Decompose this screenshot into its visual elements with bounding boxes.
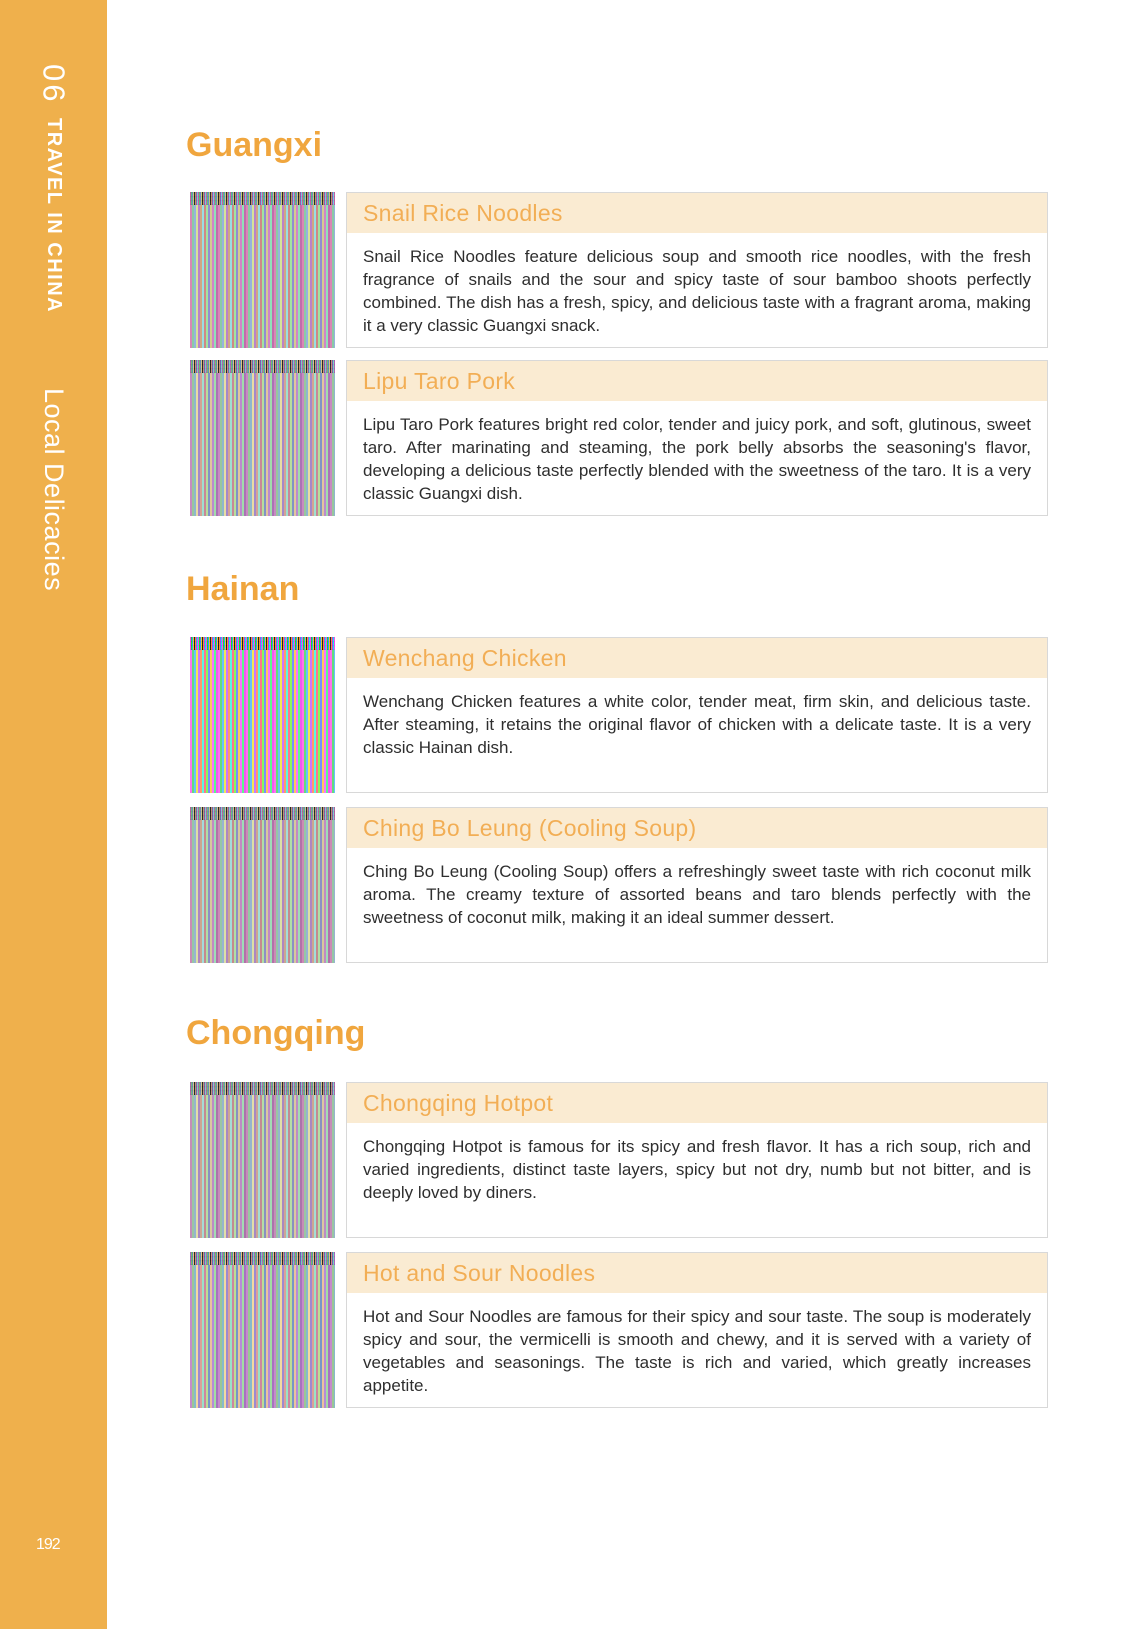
dish-title-bar bbox=[347, 361, 1047, 401]
dish-title: Wenchang Chicken bbox=[363, 644, 567, 671]
dish-description: Wenchang Chicken features a white color, tender meat, firm skin, and delicious taste. After steaming, it retains the original flavor of chicken with a delicate taste. It is a very classic Hainan dish. bbox=[363, 692, 1031, 758]
dish-image-noise bbox=[190, 360, 335, 516]
dish-description: Ching Bo Leung (Cooling Soup) offers a refreshingly sweet taste with rich coconut milk aroma. The creamy texture of assorted beans and taro blends perfectly with the sweetness of coconut milk, making it an ideal summer dessert. bbox=[363, 862, 1031, 928]
dish-title-bar bbox=[347, 1083, 1047, 1123]
dish-description: Lipu Taro Pork features bright red color, tender and juicy pork, and soft, glutinous, sweet taro. After marinating and steaming, the pork belly absorbs the seasoning's flavor, developing a delicious taste perfectly blended with the sweetness of the taro. It is a very classic Guangxi dish. bbox=[363, 415, 1031, 504]
dish-card bbox=[346, 192, 1048, 348]
dish-title: Snail Rice Noodles bbox=[363, 199, 563, 226]
dish-title-bar bbox=[347, 808, 1047, 848]
chapter-title: Local Delicacies bbox=[39, 388, 69, 592]
dish-title: Chongqing Hotpot bbox=[363, 1089, 554, 1116]
dish-description: Chongqing Hotpot is famous for its spicy and fresh flavor. It has a rich soup, rich and varied ingredients, distinct taste layers, spicy but not dry, numb but not bitter, and is deeply loved by diners. bbox=[363, 1137, 1031, 1203]
dish-title-bar bbox=[347, 193, 1047, 233]
dish-card bbox=[346, 807, 1048, 963]
section-heading-hainan: Hainan bbox=[186, 570, 300, 608]
book-title: TRAVEL IN CHINA bbox=[43, 118, 65, 314]
dish-image-noise bbox=[190, 637, 335, 793]
dish-description: Snail Rice Noodles feature delicious soup and smooth rice noodles, with the fresh fragrance of snails and the sour and spicy taste of sour bamboo shoots perfectly combined. The dish has a fresh, spicy, and delicious taste with a fragrant aroma, making it a very classic Guangxi snack. bbox=[363, 247, 1031, 336]
dish-card bbox=[346, 360, 1048, 516]
section-heading-chongqing: Chongqing bbox=[186, 1014, 366, 1052]
dish-row bbox=[190, 807, 1048, 963]
dish-card bbox=[346, 1252, 1048, 1408]
chapter-number: 06 bbox=[36, 64, 72, 105]
dish-row bbox=[190, 1252, 1048, 1408]
dish-row bbox=[190, 360, 1048, 516]
dish-title: Lipu Taro Pork bbox=[363, 367, 516, 394]
dish-title-bar bbox=[347, 1253, 1047, 1293]
dish-row bbox=[190, 637, 1048, 793]
dish-card bbox=[346, 1082, 1048, 1238]
dish-title: Hot and Sour Noodles bbox=[363, 1259, 596, 1286]
dish-image-noise bbox=[190, 1082, 335, 1238]
sidebar bbox=[0, 0, 107, 1629]
dish-image-noise bbox=[190, 807, 335, 963]
dish-image-noise bbox=[190, 1252, 335, 1408]
dish-card bbox=[346, 637, 1048, 793]
section-heading-guangxi: Guangxi bbox=[186, 126, 323, 164]
dish-image-noise bbox=[190, 192, 335, 348]
dish-description: Hot and Sour Noodles are famous for their spicy and sour taste. The soup is moderately spicy and sour, the vermicelli is smooth and chewy, and it is served with a variety of vegetables and seasonings. The taste is rich and varied, which greatly increases appetite. bbox=[363, 1307, 1031, 1396]
page-number: 192 bbox=[36, 1536, 60, 1553]
dish-title-bar bbox=[347, 638, 1047, 678]
dish-row bbox=[190, 192, 1048, 348]
dish-title: Ching Bo Leung (Cooling Soup) bbox=[363, 814, 697, 841]
dish-row bbox=[190, 1082, 1048, 1238]
